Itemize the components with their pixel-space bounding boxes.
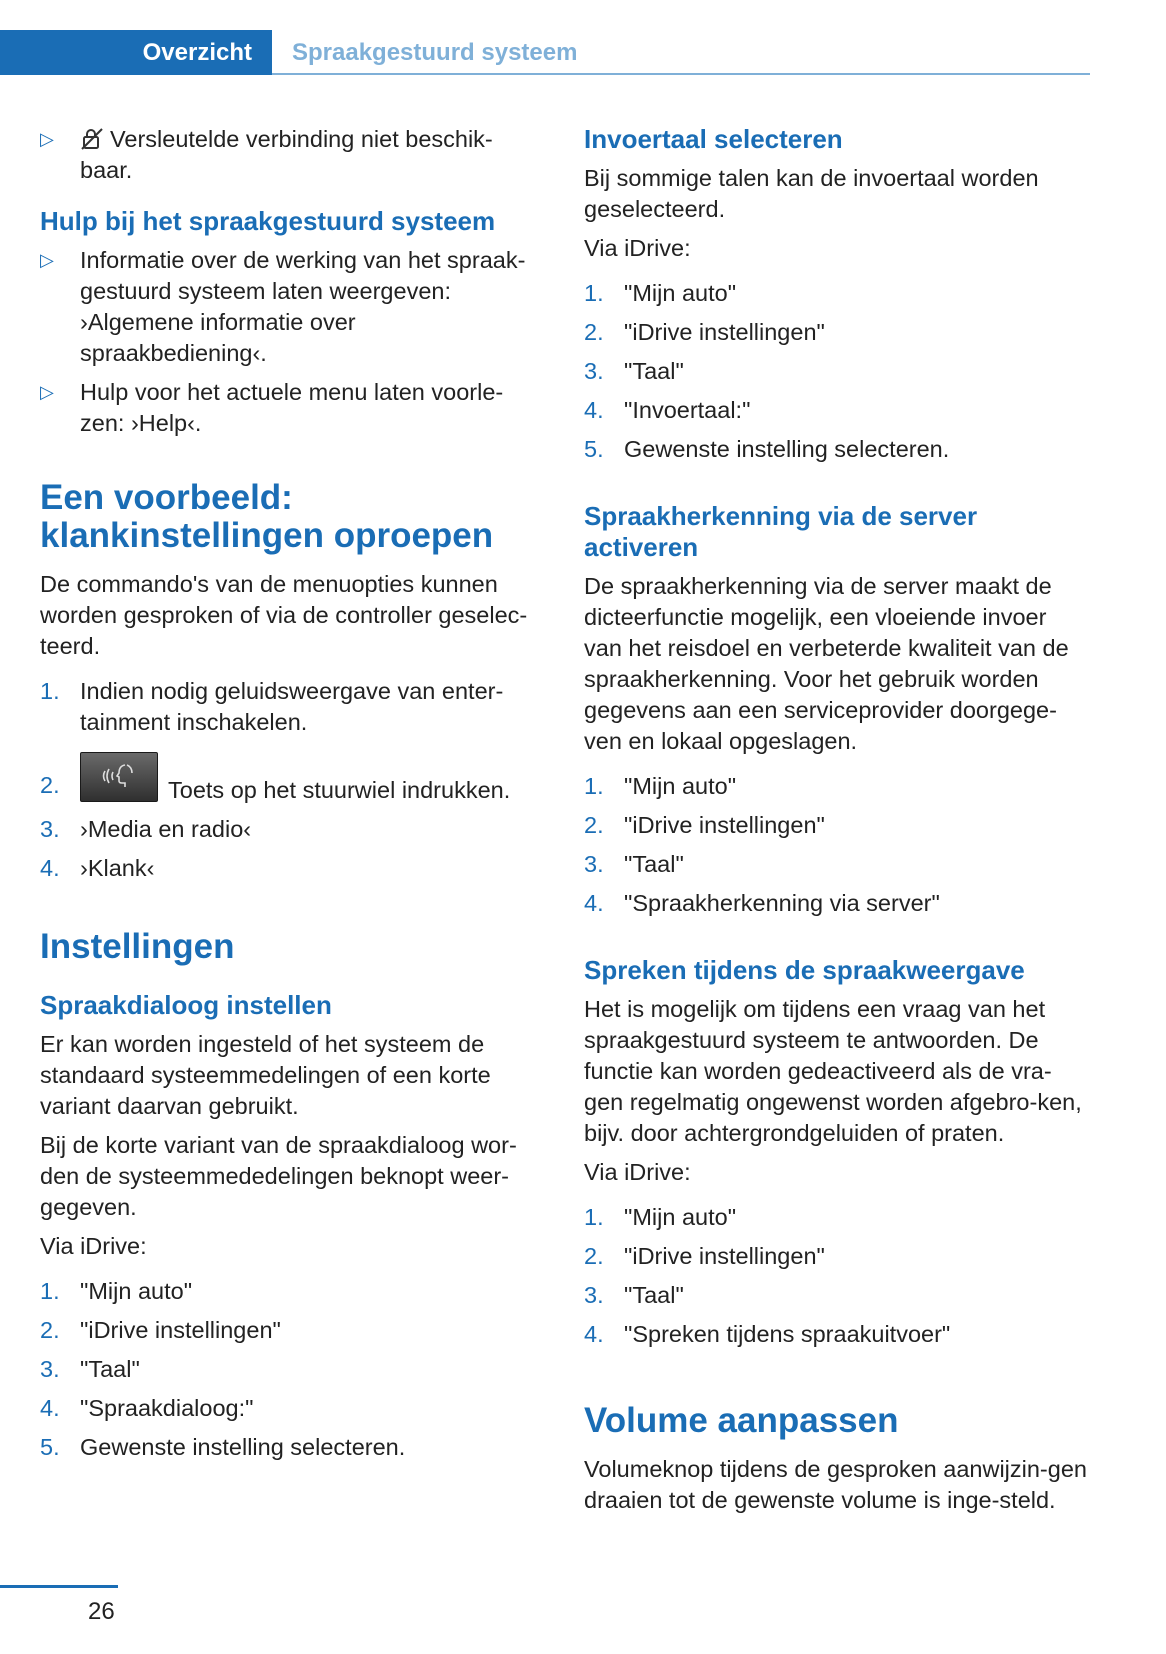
dialog-paragraph-1: Er kan worden ingesteld of het systeem de standaard systeemmedelingen of een korte variant daarvan gebruikt. <box>40 1031 491 1119</box>
list-item <box>40 124 540 186</box>
list-item: 3. "Taal" <box>584 1282 684 1308</box>
footer-rule <box>0 1585 118 1588</box>
step-text: ›Media en radio‹ <box>80 816 252 842</box>
header-section-title: Spraakgestuurd systeem <box>292 39 578 66</box>
speak-via: Via iDrive: <box>584 1159 691 1185</box>
example-heading: Een voorbeeld: klankinstellingen oproepen <box>40 478 494 555</box>
dialog-paragraph-2: Bij de korte variant van de spraakdialoog wor-den de systeemmededelingen beknopt weer-gegeven. <box>40 1132 517 1220</box>
step-text: ›Klank‹ <box>80 855 155 881</box>
step-text: "Mijn auto" <box>80 1278 193 1304</box>
status-list <box>40 124 540 186</box>
list-item: 4. "Spraakherkenning via server" <box>584 890 940 916</box>
list-item: 3. "Taal" <box>40 1356 140 1382</box>
input-language-paragraph: Bij sommige talen kan de invoertaal worden geselecteerd. <box>584 165 1039 222</box>
step-text: "iDrive instellingen" <box>624 319 825 345</box>
help-item-text: Hulp voor het actuele menu laten voorle-zen: ›Help‹. <box>80 379 504 436</box>
right-column <box>584 124 1089 1524</box>
step-text: "Taal" <box>624 358 684 384</box>
list-item <box>40 245 540 369</box>
list-item: 4. "Spreken tijdens spraakuitvoer" <box>584 1321 951 1347</box>
header-tab-overzicht[interactable]: Overzicht <box>0 30 272 75</box>
server-heading: Spraakherkenning via de server activeren <box>584 501 978 562</box>
list-item: 2. "iDrive instellingen" <box>40 1317 281 1343</box>
header-rule <box>272 73 1090 75</box>
list-item: 1. "Mijn auto" <box>40 1278 193 1304</box>
server-steps <box>584 771 1089 919</box>
dialog-via: Via iDrive: <box>40 1233 147 1259</box>
page-number: 26 <box>88 1598 115 1625</box>
list-item: 3. "Taal" <box>584 358 684 384</box>
list-item: 4. ›Klank‹ <box>40 855 155 881</box>
step-text: Toets op het stuurwiel indrukken. <box>168 777 511 803</box>
list-item: 2. "iDrive instellingen" <box>584 319 825 345</box>
server-paragraph: De spraakherkenning via de server maakt de dicteerfunctie mogelijk, een vloeiende invoer van het reisdoel en verbeterde kwaliteit van de spraakherkenning. Voor het gebruik worden gegevens aan een serviceprovider doorgege-ven en lokaal opgeslagen. <box>584 573 1069 754</box>
list-item: 5. Gewenste instelling selecteren. <box>40 1434 406 1460</box>
step-text: "Spraakdialoog:" <box>80 1395 254 1421</box>
list-item: 4. "Spraakdialoog:" <box>40 1395 254 1421</box>
left-column <box>40 124 540 1471</box>
list-item: 4. "Invoertaal:" <box>584 397 751 423</box>
speak-steps <box>584 1202 1089 1350</box>
example-intro: De commando's van de menuopties kunnen worden gesproken of via de controller geselec-teerd. <box>40 571 528 659</box>
encryption-off-icon <box>80 127 104 151</box>
step-text: "Mijn auto" <box>624 280 737 306</box>
list-item: 1. Indien nodig geluidsweergave van enter-tainment inschakelen. <box>40 678 504 735</box>
step-text: "iDrive instellingen" <box>624 1243 825 1269</box>
volume-heading: Volume aanpassen <box>584 1401 899 1440</box>
list-item <box>40 377 540 439</box>
list-item: 5. Gewenste instelling selecteren. <box>584 436 950 462</box>
list-item: 1. "Mijn auto" <box>584 1204 737 1230</box>
list-item: 2. Toets op het stuurwiel indrukken. <box>40 752 540 806</box>
help-heading: Hulp bij het spraakgestuurd systeem <box>40 206 496 236</box>
help-item-text: Informatie over de werking van het spraak-gestuurd systeem laten weergeven: ›Algemene informatie over spraakbediening‹. <box>80 247 526 366</box>
list-item: 3. "Taal" <box>584 851 684 877</box>
triangle-bullet-icon: ▷ <box>40 129 54 149</box>
step-text: Gewenste instelling selecteren. <box>80 1434 406 1460</box>
step-text: "Taal" <box>624 851 684 877</box>
voice-control-button[interactable] <box>80 752 158 802</box>
list-item: 1. "Mijn auto" <box>584 280 737 306</box>
list-item: 2. "iDrive instellingen" <box>584 812 825 838</box>
dialog-steps <box>40 1276 540 1463</box>
list-item: 2. "iDrive instellingen" <box>584 1243 825 1269</box>
triangle-bullet-icon: ▷ <box>40 250 54 270</box>
step-text: Gewenste instelling selecteren. <box>624 436 950 462</box>
example-steps <box>40 676 540 884</box>
step-text: "Spraakherkenning via server" <box>624 890 940 916</box>
step-text: "Mijn auto" <box>624 773 737 799</box>
step-text: "Taal" <box>80 1356 140 1382</box>
triangle-bullet-icon: ▷ <box>40 382 54 402</box>
step-text: Indien nodig geluidsweergave van enter-tainment inschakelen. <box>80 678 504 735</box>
input-language-steps <box>584 278 1089 465</box>
step-text: "Mijn auto" <box>624 1204 737 1230</box>
speak-heading: Spreken tijdens de spraakweergave <box>584 955 1025 985</box>
step-text: "Spreken tijdens spraakuitvoer" <box>624 1321 951 1347</box>
step-text: "Taal" <box>624 1282 684 1308</box>
input-language-heading: Invoertaal selecteren <box>584 124 843 154</box>
speak-paragraph: Het is mogelijk om tijdens een vraag van het spraakgestuurd systeem te antwoorden. De functie kan worden gedeactiveerd als de vra-gen regelmatig ongewenst worden afgebro-ken, bijv. door achtergrondgeluiden of praten. <box>584 996 1082 1146</box>
help-list <box>40 245 540 439</box>
step-text: "iDrive instellingen" <box>80 1317 281 1343</box>
list-item: 3. ›Media en radio‹ <box>40 816 252 842</box>
settings-heading: Instellingen <box>40 927 235 966</box>
volume-paragraph: Volumeknop tijdens de gesproken aanwijzin-gen draaien tot de gewenste volume is inge-steld. <box>584 1456 1087 1513</box>
list-item: 1. "Mijn auto" <box>584 773 737 799</box>
step-text: "iDrive instellingen" <box>624 812 825 838</box>
dialog-heading: Spraakdialoog instellen <box>40 990 332 1020</box>
input-language-via: Via iDrive: <box>584 235 691 261</box>
step-text: "Invoertaal:" <box>624 397 751 423</box>
encrypted-item-text: Versleutelde verbinding niet beschik-baar. <box>80 126 493 183</box>
